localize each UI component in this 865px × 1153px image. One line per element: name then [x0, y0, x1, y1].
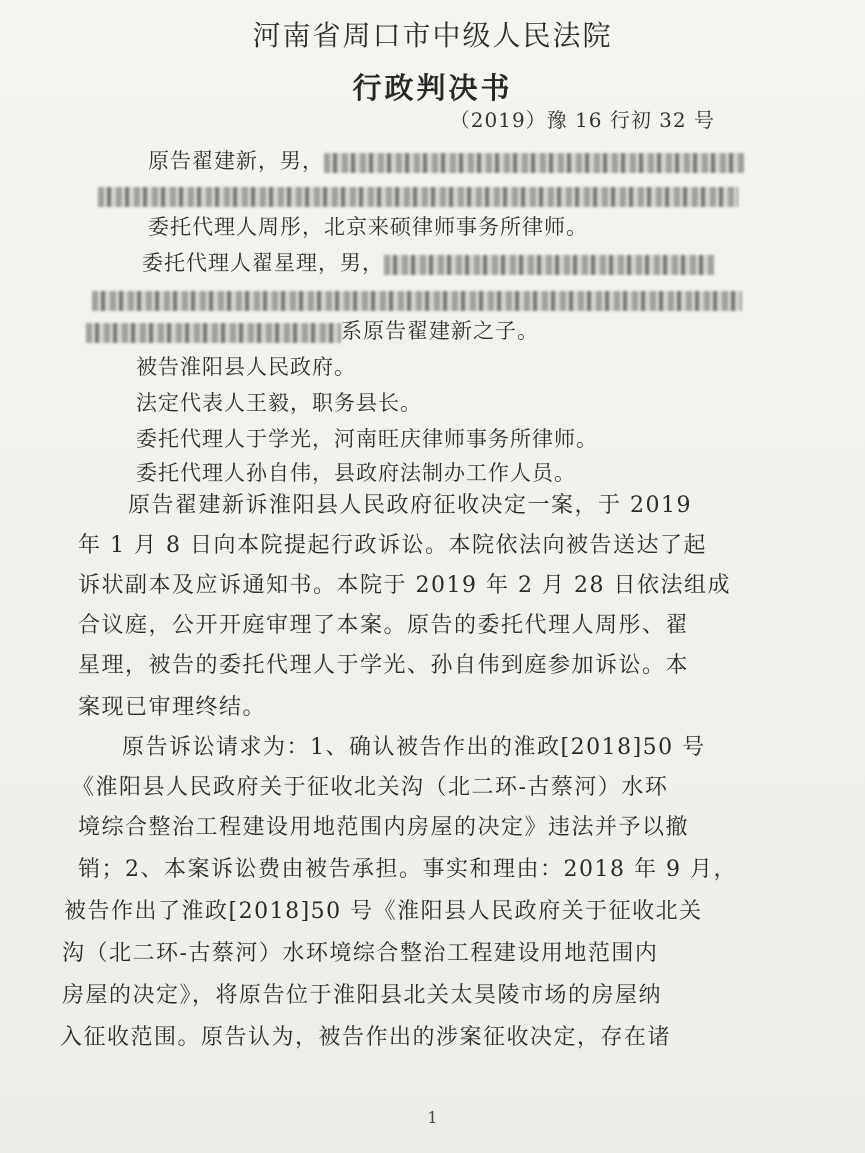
- body-p2-line-2: 《淮阳县人民政府关于征收北关沟（北二环-古蔡河）水环: [72, 775, 669, 800]
- plaintiff-line: [148, 148, 744, 174]
- plaintiff-agent-2-relation-line: [86, 318, 539, 344]
- court-name: 河南省周口市中级人民法院: [252, 19, 613, 52]
- document-type-title: 行政判决书: [352, 71, 513, 105]
- defendant-agent-2: 委托代理人孙自伟，县政府法制办工作人员。: [136, 461, 576, 485]
- body-p2-line-7: 房屋的决定》，将原告位于淮阳县北关太昊陵市场的房屋纳: [62, 983, 663, 1008]
- plaintiff-agent-2-line: [142, 250, 714, 276]
- legal-representative-line: 法定代表人王毅，职务县长。: [136, 391, 422, 415]
- plaintiff-agent-2-relation: 系原告翟建新之子。: [341, 319, 539, 343]
- defendant-agent-1: 委托代理人于学光，河南旺庆律师事务所律师。: [136, 427, 598, 451]
- plaintiff-agent-2-cont: [92, 286, 742, 312]
- redacted-block: [384, 255, 714, 275]
- body-p1-line-2: 年 1 月 8 日向本院提起行政诉讼。本院依法向被告送达了起: [78, 533, 707, 558]
- plaintiff-line-cont: [98, 182, 738, 208]
- redacted-block: [324, 153, 744, 173]
- redacted-block: [86, 323, 341, 343]
- plaintiff-agent-1: 委托代理人周彤，北京来硕律师事务所律师。: [148, 215, 588, 239]
- plaintiff-text: 原告翟建新，男，: [148, 149, 324, 173]
- body-p1-line-5: 星理，被告的委托代理人于学光、孙自伟到庭参加诉讼。本: [78, 653, 690, 678]
- body-p2-line-1: 原告诉讼请求为：1、确认被告作出的淮政[2018]50 号: [122, 735, 706, 760]
- body-p1-line-6: 案现已审理终结。: [78, 695, 267, 720]
- body-p2-line-4: 销；2、本案诉讼费由被告承担。事实和理由：2018 年 9 月，: [78, 857, 737, 882]
- body-p1-line-4: 合议庭，公开开庭审理了本案。原告的委托代理人周彤、翟: [78, 613, 690, 638]
- case-number: （2019）豫 16 行初 32 号: [449, 108, 715, 132]
- redacted-block: [98, 187, 738, 207]
- body-p1-line-1: 原告翟建新诉淮阳县人民政府征收决定一案，于 2019: [128, 493, 692, 518]
- body-p2-line-6: 沟（北二环-古蔡河）水环境综合整治工程建设用地范围内: [62, 941, 659, 966]
- body-p2-line-5: 被告作出了淮政[2018]50 号《淮阳县人民政府关于征收北关: [64, 899, 703, 924]
- body-p1-line-3: 诉状副本及应诉通知书。本院于 2019 年 2 月 28 日依法组成: [78, 573, 731, 598]
- page-number: 1: [427, 1108, 438, 1127]
- redacted-block: [92, 291, 742, 311]
- body-p2-line-3: 境综合整治工程建设用地范围内房屋的决定》违法并予以撤: [78, 815, 690, 840]
- defendant-line: 被告淮阳县人民政府。: [136, 355, 356, 379]
- body-p2-line-8: 入征收范围。原告认为，被告作出的涉案征收决定，存在诸: [60, 1025, 672, 1050]
- plaintiff-agent-2-text: 委托代理人翟星理，男，: [142, 251, 384, 275]
